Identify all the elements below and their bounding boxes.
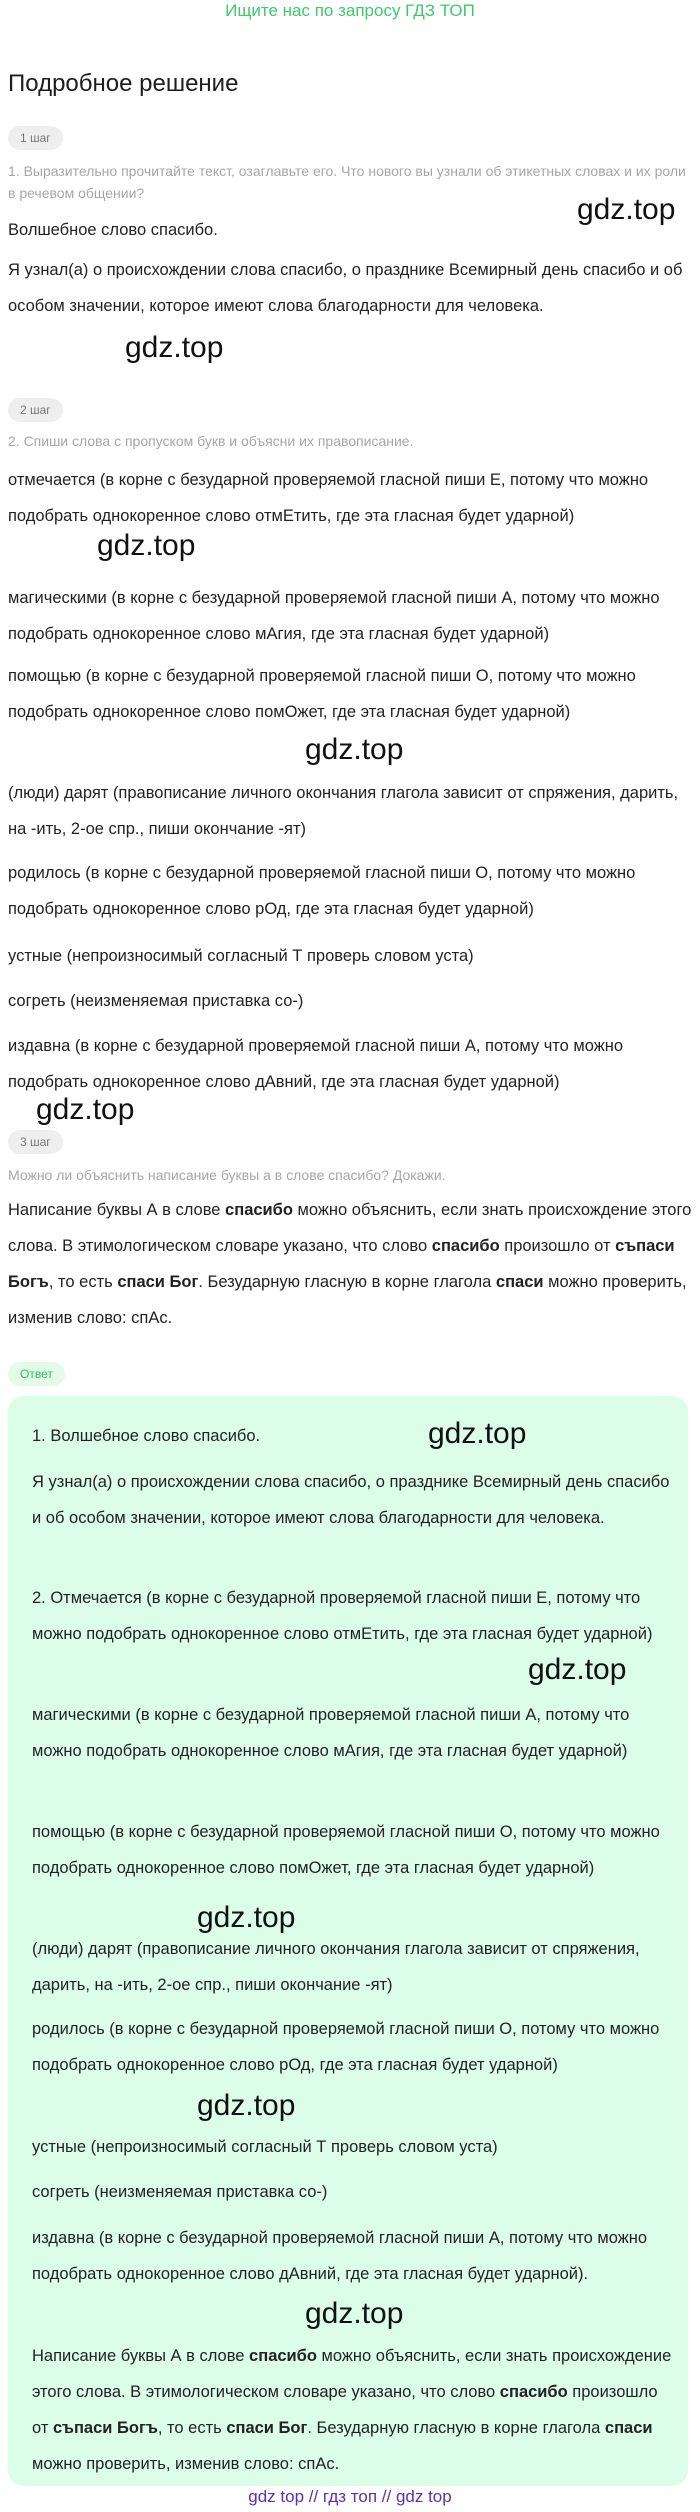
footer-links[interactable]: gdz top // гдз топ // gdz top [248, 2487, 452, 2506]
watermark: gdz.top [577, 193, 676, 226]
list-item: помощью (в корне с безударной проверяемой гласной пиши О, потому что можно подобрать однокоренное слово помОжет, где эта гласная будет ударной) [8, 667, 636, 721]
list-item: магическими (в корне с безударной проверяемой гласной пиши А, потому что можно подобрать однокоренное слово мАгия, где эта гласная будет ударной) [8, 589, 660, 643]
step-2-badge: 2 шаг [8, 398, 63, 422]
list-item: родилось (в корне с безударной проверяемой гласной пиши О, потому что можно подобрать однокоренное слово рОд, где эта гласная будет ударной) [8, 864, 636, 918]
list-item: 2. Отмечается (в корне с безударной проверяемой гласной пиши Е, потому что можно подобрать однокоренное слово отмЕтить, где эта гласная будет ударной) [32, 1589, 653, 1643]
list-item: магическими (в корне с безударной проверяемой гласной пиши А, потому что можно подобрать однокоренное слово мАгия, где эта гласная будет ударной) [32, 1706, 630, 1760]
list-item: помощью (в корне с безударной проверяемой гласной пиши О, потому что можно подобрать однокоренное слово помОжет, где эта гласная будет ударной) [32, 1823, 660, 1877]
watermark: gdz.top [305, 2297, 404, 2330]
step-1-body: Я узнал(а) о происхождении слова спасибо, о празднике Всемирный день спасибо и об особом значении, которое имеют слова благодарности для человека. [8, 261, 683, 315]
step-3-text: Написание буквы А в слове спасибо можно объяснить, если знать происхождение этого слова. В этимологическом словаре указано, что слово спасибо произошло от съпаси Богъ, то есть спаси Бог. Безударную гласную в корне глагола спаси можно проверить, изменив слово: спАс. [8, 1201, 692, 1327]
step-3-badge: 3 шаг [8, 1130, 63, 1154]
list-item: издавна (в корне с безударной проверяемой гласной пиши А, потому что можно подобрать однокоренное слово дАвний, где эта гласная будет ударной) [8, 1037, 624, 1091]
list-item: родилось (в корне с безударной проверяемой гласной пиши О, потому что можно подобрать однокоренное слово рОд, где эта гласная будет ударной) [32, 2020, 660, 2074]
list-item: издавна (в корне с безударной проверяемой гласной пиши А, потому что можно подобрать однокоренное слово дАвний, где эта гласная будет ударной). [32, 2229, 648, 2283]
page-title: Подробное решение [8, 70, 239, 97]
step-1-question: 1. Выразительно прочитайте текст, озаглавьте его. Что нового вы узнали об этикетных словах и их роли в речевом общении? [8, 163, 686, 201]
step-3-question: Можно ли объяснить написание буквы а в слове спасибо? Докажи. [8, 1167, 446, 1183]
search-hint-link[interactable]: Ищите нас по запросу ГДЗ ТОП [225, 1, 475, 20]
answer-badge: Ответ [8, 1362, 65, 1386]
watermark: gdz.top [197, 1901, 296, 1934]
list-item: (люди) дарят (правописание личного окончания глагола зависит от спряжения, дарить, на -ить, 2-ое спр., пиши окончание -ят) [8, 784, 679, 838]
list-item: (люди) дарят (правописание личного окончания глагола зависит от спряжения, дарить, на -ить, 2-ое спр., пиши окончание -ят) [32, 1940, 640, 1994]
watermark: gdz.top [125, 331, 224, 364]
watermark: gdz.top [428, 1417, 527, 1450]
watermark: gdz.top [197, 2089, 296, 2122]
answer-line: 1. Волшебное слово спасибо. [32, 1427, 261, 1445]
watermark: gdz.top [305, 733, 404, 766]
watermark: gdz.top [528, 1653, 627, 1686]
list-item: согреть (неизменяемая приставка со-) [32, 2183, 328, 2201]
step-2-question: 2. Спиши слова с пропуском букв и объясни их правописание. [8, 433, 414, 449]
answer-line: Я узнал(а) о происхождении слова спасибо, о празднике Всемирный день спасибо и об особом значении, которое имеют слова благодарности для человека. [32, 1473, 670, 1527]
watermark: gdz.top [97, 529, 196, 562]
step-1-title: Волшебное слово спасибо. [8, 221, 218, 239]
step-1-badge: 1 шаг [8, 126, 63, 150]
list-item: устные (непроизносимый согласный Т проверь словом уста) [32, 2138, 498, 2156]
list-item: согреть (неизменяемая приставка со-) [8, 992, 304, 1010]
list-item: отмечается (в корне с безударной проверяемой гласной пиши Е, потому что можно подобрать однокоренное слово отмЕтить, где эта гласная будет ударной) [8, 471, 649, 525]
list-item: устные (непроизносимый согласный Т проверь словом уста) [8, 947, 474, 965]
watermark: gdz.top [36, 1093, 135, 1126]
answer-final: Написание буквы А в слове спасибо можно объяснить, если знать происхождение этого слова. В этимологическом словаре указано, что слово спасибо произошло от съпаси Богъ, то есть спаси Бог. Безударную гласную в корне глагола спаси можно проверить, изменив слово: спАс. [32, 2347, 672, 2473]
